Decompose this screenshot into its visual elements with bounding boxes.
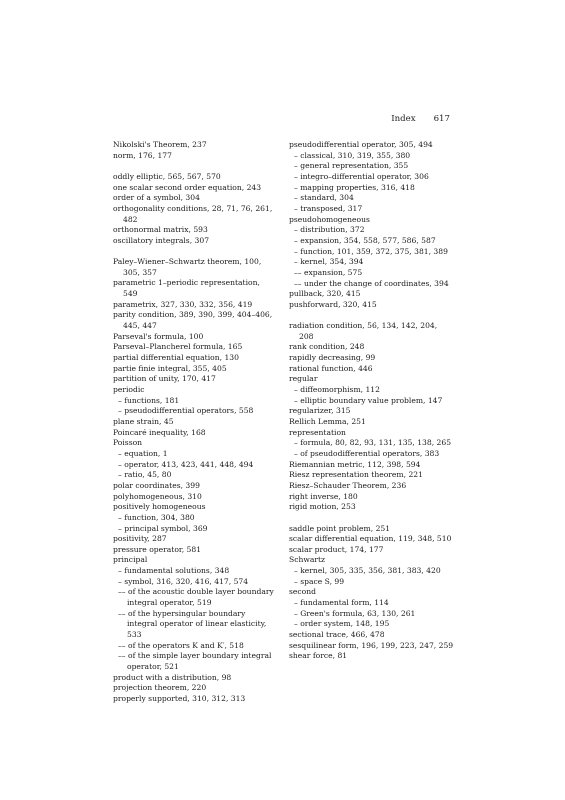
index-subentry: – order system, 148, 195 <box>294 619 390 629</box>
index-subentry: – function, 304, 380 <box>118 512 195 522</box>
index-subentry: – expansion, 354, 558, 577, 586, 587 <box>294 235 436 245</box>
running-head <box>0 114 450 124</box>
index-entry: pressure operator, 581 <box>113 544 202 554</box>
index-entry: one scalar second order equation, 243 <box>113 182 262 192</box>
index-entry: Riesz–Schauder Theorem, 236 <box>289 480 407 490</box>
index-entry: sectional trace, 466, 478 <box>289 630 385 640</box>
index-entry: pseudodifferential operator, 305, 494 <box>289 140 433 149</box>
index-entry: Paley–Wiener–Schwartz theorem, 100, 305, 357 <box>113 257 262 277</box>
letter-group-gap <box>289 311 454 322</box>
index-entry: Riemannian metric, 112, 398, 594 <box>289 459 421 469</box>
index-column-left <box>113 140 276 705</box>
index-subentry: – fundamental form, 114 <box>294 598 389 608</box>
index-entry: rapidly decreasing, 99 <box>289 353 376 363</box>
index-entry: representation <box>289 427 346 437</box>
index-entry: parity condition, 389, 390, 399, 404–406, 445, 447 <box>113 310 273 331</box>
index-subentry: –– of the simple layer boundary integral operator, 521 <box>118 651 272 672</box>
letter-group-gap <box>113 161 276 172</box>
index-entry: rigid motion, 253 <box>289 502 356 512</box>
index-entry: Parseval–Plancherel formula, 165 <box>113 342 243 352</box>
index-subentry: –– of the operators K and K′, 518 <box>118 640 244 650</box>
index-entry: Schwartz <box>289 555 326 565</box>
index-entry: pullback, 320, 415 <box>289 289 361 299</box>
index-entry: right inverse, 180 <box>289 491 358 501</box>
index-entry: order of a symbol, 304 <box>113 193 200 203</box>
index-subentry: – fundamental solutions, 348 <box>118 566 230 576</box>
index-subentry: – standard, 304 <box>294 193 354 203</box>
index-subentry: – integro–differential operator, 306 <box>294 171 429 181</box>
index-entry: polyhomogeneous, 310 <box>113 491 202 501</box>
index-subentry: – functions, 181 <box>118 395 180 405</box>
index-entry: plane strain, 45 <box>113 416 174 426</box>
index-entry: Rellich Lemma, 251 <box>289 417 366 426</box>
index-entry: oddly elliptic, 565, 567, 570 <box>113 171 221 181</box>
index-entry: norm, 176, 177 <box>113 150 172 160</box>
letter-group-gap <box>289 513 454 524</box>
letter-group-gap <box>113 247 276 258</box>
index-subentry: – kernel, 354, 394 <box>294 257 364 267</box>
index-entry: positively homogeneous <box>113 502 206 512</box>
index-entry: scalar differential equation, 119, 348, 510 <box>289 534 452 544</box>
index-entry: parametric 1–periodic representation, 549 <box>113 278 260 299</box>
index-subentry: – equation, 1 <box>118 448 168 458</box>
index-entry: polar coordinates, 399 <box>113 480 200 490</box>
index-subentry: – symbol, 316, 320, 416, 417, 574 <box>118 576 249 586</box>
index-column-right <box>289 140 454 662</box>
index-entry: sesquilinear form, 196, 199, 223, 247, 259 <box>289 640 454 650</box>
index-entry: Riesz representation theorem, 221 <box>289 470 423 480</box>
index-subentry: – elliptic boundary value problem, 147 <box>294 395 443 405</box>
index-entry: parametrix, 327, 330, 332, 356, 419 <box>113 299 253 309</box>
index-entry: regularizer, 315 <box>289 406 351 416</box>
index-subentry: – mapping properties, 316, 418 <box>294 182 415 192</box>
index-subentry: –– under the change of coordinates, 394 <box>294 278 449 288</box>
index-subentry: – space S, 99 <box>294 576 345 586</box>
index-subentry: – general representation, 355 <box>294 161 409 171</box>
index-entry: periodic <box>113 384 145 394</box>
index-entry: Poincaré inequality, 168 <box>113 427 206 437</box>
index-entry: orthonormal matrix, 593 <box>113 225 208 235</box>
index-entry: pushforward, 320, 415 <box>289 299 377 309</box>
index-entry: rational function, 446 <box>289 363 373 373</box>
index-subentry: –– expansion, 575 <box>294 267 363 277</box>
index-subentry: – Green's formula, 63, 130, 261 <box>294 608 416 618</box>
index-entry: scalar product, 174, 177 <box>289 544 384 554</box>
index-entry: orthogonality conditions, 28, 71, 76, 261, 482 <box>113 203 273 224</box>
index-entry: radiation condition, 56, 134, 142, 204, 208 <box>289 321 438 341</box>
index-subentry: – kernel, 305, 335, 356, 381, 383, 420 <box>294 566 441 576</box>
index-subentry: – classical, 310, 319, 355, 380 <box>294 150 411 160</box>
index-subentry: –– of the hypersingular boundary integral operator of linear elasticity, 533 <box>118 608 267 640</box>
index-subentry: – of pseudodifferential operators, 383 <box>294 448 440 458</box>
index-entry: Poisson <box>113 438 143 448</box>
index-entry: positivity, 287 <box>113 534 167 544</box>
index-entry: shear force, 81 <box>289 651 348 661</box>
index-entry: oscillatory integrals, 307 <box>113 235 210 245</box>
index-subentry: – transposed, 317 <box>294 203 363 213</box>
index-entry: pseudohomogeneous <box>289 214 370 224</box>
page-number: 617 <box>433 114 450 124</box>
index-subentry: – distribution, 372 <box>294 225 365 235</box>
index-entry: saddle point problem, 251 <box>289 523 391 533</box>
index-entry: regular <box>289 374 318 384</box>
index-entry: principal <box>113 555 148 565</box>
index-subentry: –– of the acoustic double layer boundary integral operator, 519 <box>118 587 274 608</box>
index-subentry: – function, 101, 359, 372, 375, 381, 389 <box>294 246 448 256</box>
index-entry: product with a distribution, 98 <box>113 672 232 682</box>
index-entry: rank condition, 248 <box>289 342 365 352</box>
index-entry: partition of unity, 170, 417 <box>113 374 216 384</box>
index-entry: properly supported, 310, 312, 313 <box>113 694 246 703</box>
index-subentry: – pseudodifferential operators, 558 <box>118 406 254 416</box>
index-entry: projection theorem, 220 <box>113 683 207 693</box>
index-entry: Nikolski's Theorem, 237 <box>113 140 207 149</box>
index-entry: partie finie integral, 355, 405 <box>113 363 227 373</box>
index-subentry: – ratio, 45, 80 <box>118 470 172 480</box>
index-entry: partial differential equation, 130 <box>113 353 239 362</box>
index-subentry: – operator, 413, 423, 441, 448, 494 <box>118 459 254 469</box>
index-entry: Parseval's formula, 100 <box>113 331 204 341</box>
index-subentry: – formula, 80, 82, 93, 131, 135, 138, 265 <box>294 438 452 448</box>
index-subentry: – diffeomorphism, 112 <box>294 385 380 395</box>
index-subentry: – principal symbol, 369 <box>118 523 208 533</box>
section-title: Index <box>391 114 416 124</box>
index-entry: second <box>289 587 316 597</box>
